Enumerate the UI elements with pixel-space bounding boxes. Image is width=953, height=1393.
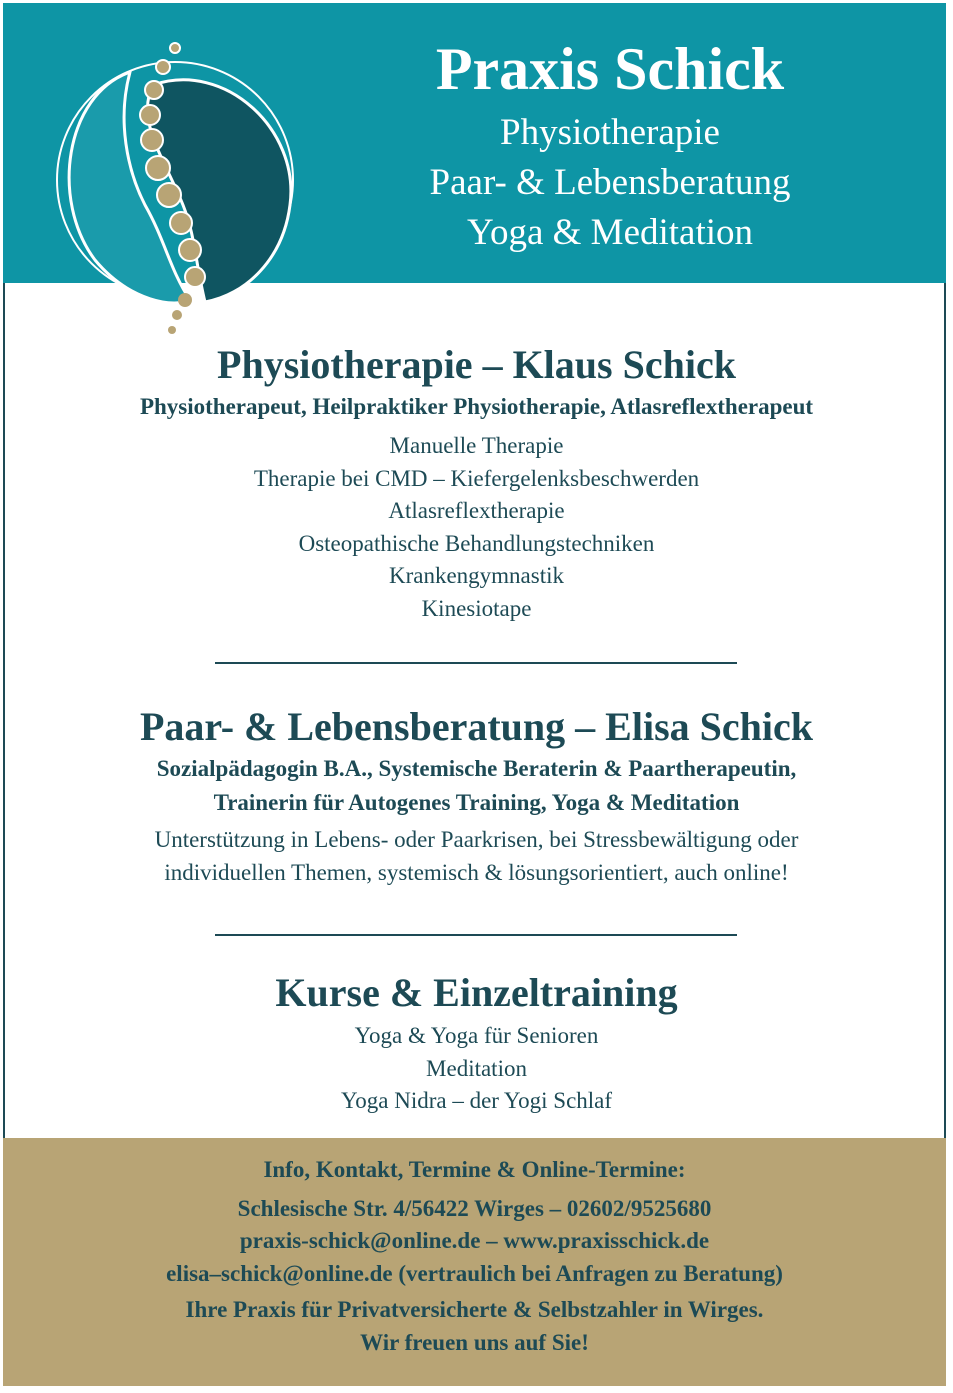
beratung-subtitle: Trainerin für Autogenes Training, Yoga & Meditation <box>213 790 740 815</box>
section-divider <box>215 662 737 664</box>
physio-section <box>0 340 953 625</box>
physio-item: Atlasreflextherapie <box>388 498 565 523</box>
practice-title: Praxis Schick <box>435 36 785 102</box>
kurse-title: Kurse & Einzeltraining <box>275 970 678 1015</box>
kurse-item: Yoga & Yoga für Senioren <box>354 1023 599 1048</box>
contact-heading: Info, Kontakt, Termine & Online-Termine: <box>263 1157 686 1182</box>
beratung-text: individuellen Themen, systemisch & lösungsorientiert, auch online! <box>164 859 789 885</box>
contact-web: praxis-schick@online.de – www.praxisschick.de <box>239 1228 710 1253</box>
service-line-physio: Physiotherapie <box>500 112 720 153</box>
contact-footer <box>3 1138 946 1386</box>
physio-subtitle: Physiotherapeut, Heilpraktiker Physiotherapie, Atlasreflextherapeut <box>139 394 814 419</box>
physio-item: Manuelle Therapie <box>389 433 564 458</box>
contact-email: elisa–schick@online.de (vertraulich bei Anfragen zu Beratung) <box>166 1260 783 1286</box>
physio-item: Therapie bei CMD – Kiefergelenksbeschwerden <box>253 465 700 491</box>
section-divider <box>215 934 737 936</box>
brand-block <box>400 30 820 258</box>
contact-claim: Ihre Praxis für Privatversicherte & Selbstzahler in Wirges. <box>185 1297 764 1322</box>
contact-address: Schlesische Str. 4/56422 Wirges – 02602/9525680 <box>237 1195 712 1221</box>
physio-item: Kinesiotape <box>421 595 532 621</box>
beratung-subtitle: Sozialpädagogin B.A., Systemische Beraterin & Paartherapeutin, <box>156 756 797 781</box>
kurse-item: Meditation <box>426 1055 527 1081</box>
kurse-item: Yoga Nidra – der Yogi Schlaf <box>340 1088 613 1113</box>
service-line-yoga: Yoga & Meditation <box>466 212 754 253</box>
physio-item: Krankengymnastik <box>388 563 564 588</box>
kurse-section <box>0 968 953 1118</box>
contact-greeting: Wir freuen uns auf Sie! <box>360 1329 589 1355</box>
spine-yin-yang-logo-icon <box>55 40 305 340</box>
beratung-title: Paar- & Lebensberatung – Elisa Schick <box>140 704 813 749</box>
physio-title: Physiotherapie – Klaus Schick <box>217 342 736 387</box>
beratung-section <box>0 702 953 889</box>
service-line-beratung: Paar- & Lebensberatung <box>429 162 791 203</box>
physio-item: Osteopathische Behandlungstechniken <box>298 530 655 556</box>
beratung-text: Unterstützung in Lebens- oder Paarkrisen, bei Stressbewältigung oder <box>154 827 799 852</box>
